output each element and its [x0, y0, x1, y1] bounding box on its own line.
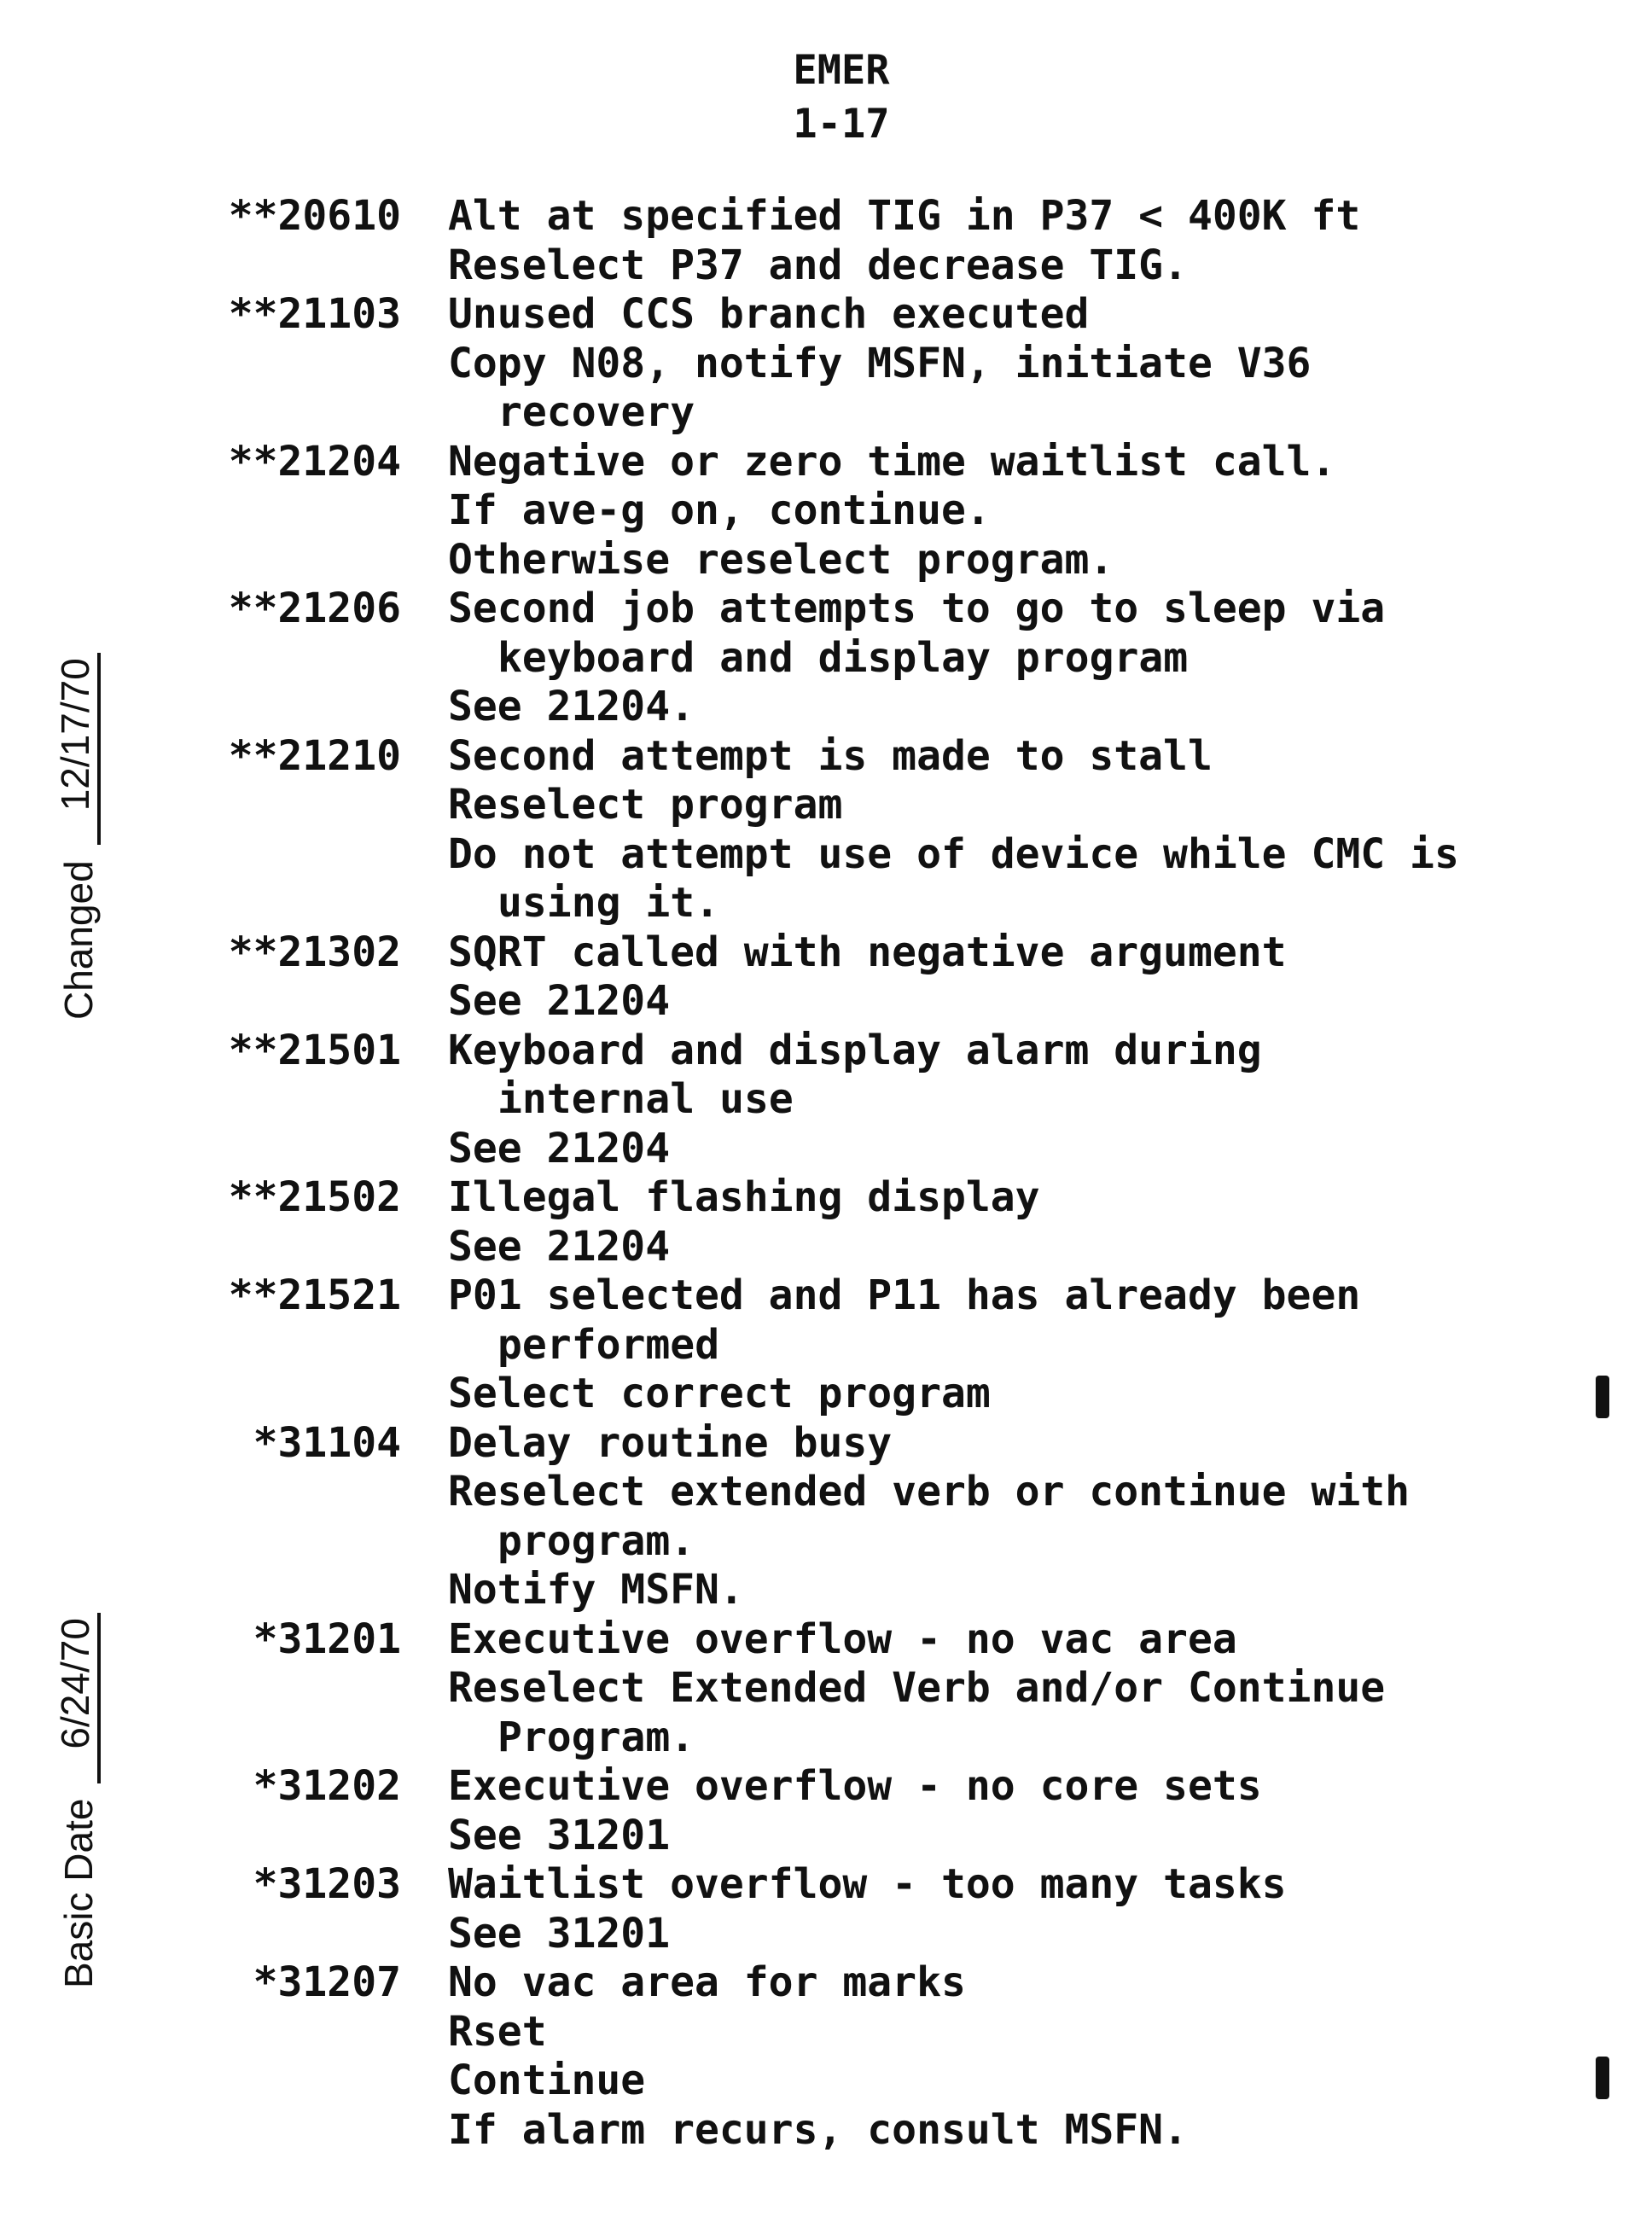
- description-line: Program.: [497, 1713, 695, 1761]
- alarm-entry: [0, 1173, 1652, 1271]
- alarm-description: [448, 1762, 1652, 1860]
- section-title: EMER: [793, 47, 890, 94]
- alarm-entry: [0, 732, 1652, 928]
- page-number: 1-17: [793, 101, 890, 148]
- description-line: See 21204.: [448, 683, 695, 730]
- alarm-description: [448, 192, 1652, 290]
- alarm-code-list: [0, 192, 1652, 2155]
- alarm-code: **21302: [228, 928, 401, 976]
- changed-label: Changed: [56, 860, 101, 1020]
- alarm-entry: [0, 1271, 1652, 1419]
- description-line: Reselect Extended Verb and/or Continue: [448, 1664, 1386, 1712]
- alarm-code: **21501: [228, 1026, 401, 1074]
- description-line: internal use: [497, 1075, 794, 1123]
- alarm-code: *31203: [253, 1860, 401, 1908]
- description-line: See 21204: [448, 1222, 671, 1271]
- description-line: Notify MSFN.: [448, 1566, 744, 1614]
- alarm-code: **21204: [228, 437, 401, 486]
- alarm-description: [448, 585, 1652, 732]
- description-line: P01 selected and P11 has already been: [448, 1271, 1361, 1319]
- basic-date-label: Basic Date: [56, 1798, 101, 1988]
- description-line: If alarm recurs, consult MSFN.: [448, 2105, 1188, 2154]
- alarm-entry: [0, 1958, 1652, 2155]
- alarm-code: **21206: [228, 585, 401, 632]
- changed-date: 12/17/70: [53, 653, 101, 845]
- alarm-code: **21103: [228, 290, 401, 338]
- alarm-entry: [0, 1860, 1652, 1958]
- description-line: Negative or zero time waitlist call.: [448, 437, 1336, 486]
- alarm-description: [448, 1860, 1652, 1958]
- description-line: Select correct program: [448, 1370, 991, 1417]
- alarm-entry: [0, 1027, 1652, 1174]
- alarm-code: *31207: [253, 1958, 401, 2006]
- alarm-description: [448, 1958, 1652, 2155]
- alarm-entry: [0, 585, 1652, 732]
- description-line: See 21204: [448, 977, 671, 1025]
- alarm-code: *31201: [253, 1615, 401, 1663]
- description-line: Reselect program: [448, 781, 843, 829]
- description-line: SQRT called with negative argument: [448, 928, 1287, 976]
- description-line: Reselect extended verb or continue with: [448, 1468, 1411, 1516]
- description-line: See 21204: [448, 1124, 671, 1172]
- description-line: See 31201: [448, 1909, 671, 1958]
- basic-date: 6/24/70: [53, 1613, 101, 1783]
- description-line: Keyboard and display alarm during: [448, 1026, 1262, 1074]
- alarm-description: [448, 1419, 1652, 1615]
- alarm-code: **21210: [228, 731, 401, 780]
- description-line: using it.: [497, 879, 720, 927]
- description-line: program.: [497, 1516, 695, 1565]
- alarm-entry: [0, 1615, 1652, 1763]
- description-line: Alt at specified TIG in P37 < 400K ft: [448, 192, 1361, 240]
- alarm-code: *31104: [253, 1418, 401, 1467]
- alarm-description: [448, 732, 1652, 928]
- alarm-entry: [0, 192, 1652, 290]
- alarm-description: [448, 290, 1652, 438]
- description-line: See 31201: [448, 1811, 671, 1859]
- description-line: Second job attempts to go to sleep via: [448, 585, 1386, 632]
- alarm-description: [448, 1615, 1652, 1763]
- description-line: Unused CCS branch executed: [448, 290, 1090, 338]
- description-line: Do not attempt use of device while CMC is: [448, 829, 1459, 878]
- alarm-description: [448, 1173, 1652, 1271]
- alarm-description: [448, 928, 1652, 1027]
- description-line: recovery: [497, 388, 695, 436]
- description-line: Continue: [448, 2057, 646, 2104]
- description-line: keyboard and display program: [497, 633, 1189, 682]
- alarm-code: *31202: [253, 1762, 401, 1810]
- alarm-description: [448, 1027, 1652, 1174]
- description-line: Otherwise reselect program.: [448, 535, 1114, 584]
- description-line: Waitlist overflow - too many tasks: [448, 1860, 1287, 1908]
- description-line: If ave-g on, continue.: [448, 486, 991, 534]
- alarm-entry: [0, 1762, 1652, 1860]
- description-line: Delay routine busy: [448, 1418, 893, 1467]
- description-line: Copy N08, notify MSFN, initiate V36: [448, 339, 1312, 387]
- description-line: Second attempt is made to stall: [448, 731, 1213, 780]
- description-line: No vac area for marks: [448, 1958, 966, 2006]
- alarm-code: **21502: [228, 1173, 401, 1221]
- alarm-entry: [0, 438, 1652, 585]
- description-line: Reselect P37 and decrease TIG.: [448, 241, 1188, 289]
- alarm-entry: [0, 1419, 1652, 1615]
- alarm-code: **20610: [228, 192, 401, 240]
- alarm-code: **21521: [228, 1271, 401, 1319]
- alarm-description: [448, 438, 1652, 585]
- alarm-entry: [0, 290, 1652, 438]
- description-line: Executive overflow - no vac area: [448, 1615, 1237, 1663]
- description-line: Illegal flashing display: [448, 1173, 1040, 1221]
- alarm-description: [448, 1271, 1652, 1419]
- description-line: Executive overflow - no core sets: [448, 1762, 1262, 1810]
- description-line: Rset: [448, 2007, 547, 2056]
- description-line: performed: [497, 1320, 720, 1369]
- alarm-entry: [0, 928, 1652, 1027]
